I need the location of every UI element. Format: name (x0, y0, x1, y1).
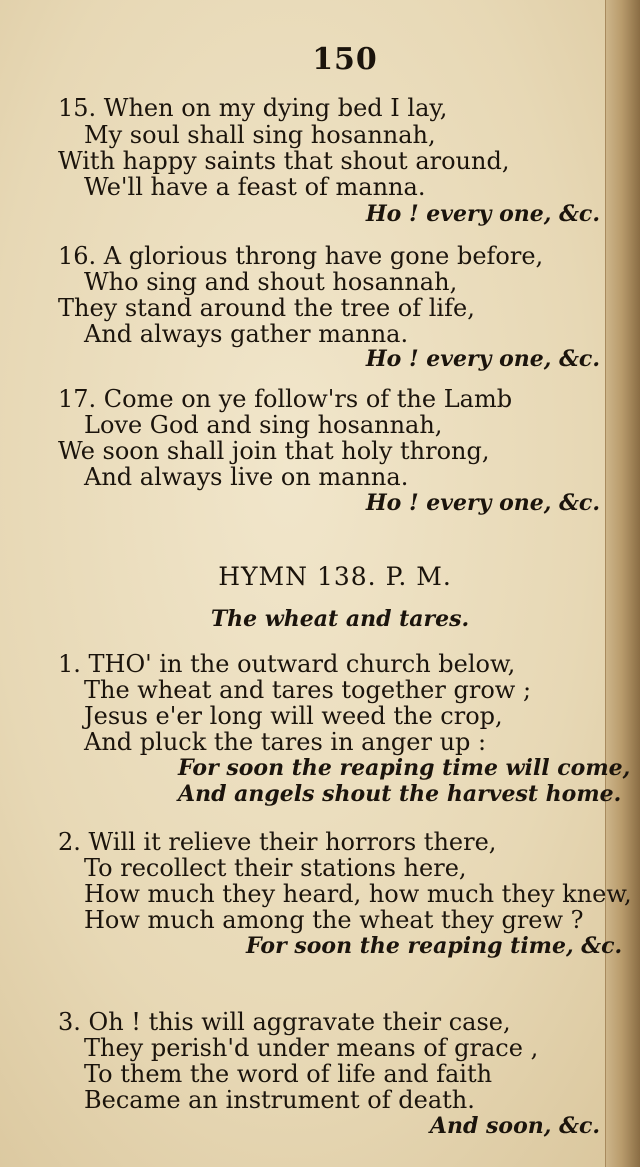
verse-17-line-4: And always live on manna. (84, 463, 409, 491)
verse-17-line-3: We soon shall join that holy throng, (58, 437, 490, 465)
hymn-verse-3-line-2: They perish'd under means of grace , (84, 1034, 539, 1062)
hymn-verse-2-chorus-1: For soon the reaping time, &c. (246, 933, 623, 959)
hymn-verse-1-line-4: And pluck the tares in anger up : (84, 728, 487, 756)
hymn-verse-2-line-2: To recollect their stations here, (84, 854, 467, 882)
verse-15-line-3: With happy saints that shout around, (58, 147, 510, 175)
verse-16-line-2: Who sing and shout hosannah, (84, 268, 458, 296)
verse-15-line-4: We'll have a feast of manna. (84, 173, 426, 201)
verse-15-refrain: Ho ! every one, &c. (365, 201, 600, 227)
hymn-verse-1-chorus-2: And angels shout the harvest home. (178, 781, 622, 807)
hymn-verse-3-line-1: 3. Oh ! this will aggravate their case, (58, 1008, 511, 1036)
hymn-verse-2-line-1: 2. Will it relieve their horrors there, (58, 828, 497, 856)
hymn-verse-3-line-3: To them the word of life and faith (84, 1060, 493, 1088)
verse-15-line-2: My soul shall sing hosannah, (84, 121, 436, 149)
verse-15-line-1: 15. When on my dying bed I lay, (58, 94, 448, 122)
verse-16-line-1: 16. A glorious throng have gone before, (58, 242, 544, 270)
hymn-title: HYMN 138. P. M. (218, 562, 452, 591)
verse-16-refrain: Ho ! every one, &c. (365, 346, 600, 372)
hymn-verse-1-line-1: 1. THO' in the outward church below, (58, 650, 516, 678)
hymn-verse-3-line-4: Became an instrument of death. (84, 1086, 475, 1114)
hymn-verse-3-chorus-1: And soon, &c. (429, 1113, 600, 1139)
hymn-verse-1-line-2: The wheat and tares together grow ; (84, 676, 532, 704)
hymn-subtitle: The wheat and tares. (210, 606, 470, 632)
hymn-verse-1-chorus-1: For soon the reaping time will come, (178, 755, 631, 781)
verse-17-line-1: 17. Come on ye follow'rs of the Lamb (58, 385, 513, 413)
hymn-verse-2-line-3: How much they heard, how much they knew, (84, 880, 632, 908)
page-number: 150 (312, 42, 378, 77)
verse-17-line-2: Love God and sing hosannah, (84, 411, 443, 439)
hymn-verse-1-line-3: Jesus e'er long will weed the crop, (84, 702, 503, 730)
verse-16-line-4: And always gather manna. (84, 320, 409, 348)
verse-16-line-3: They stand around the tree of life, (58, 294, 475, 322)
hymn-verse-2-line-4: How much among the wheat they grew ? (84, 906, 584, 934)
verse-17-refrain: Ho ! every one, &c. (365, 490, 600, 516)
